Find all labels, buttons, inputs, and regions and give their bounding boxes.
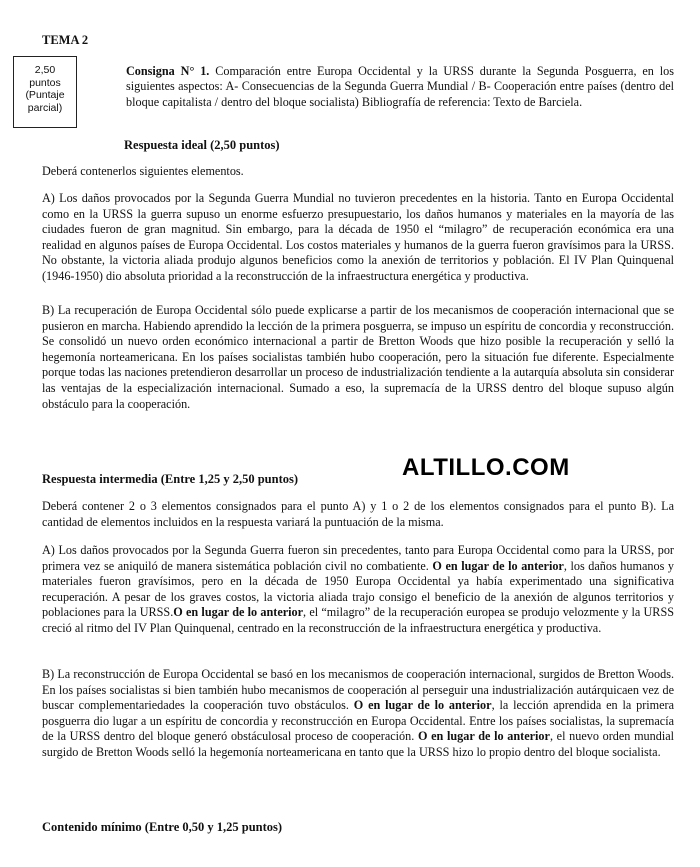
tema-heading: TEMA 2 <box>42 33 89 47</box>
alternative-marker: O en lugar de lo anterior <box>417 729 550 744</box>
intermediate-paragraph-b <box>42 667 674 761</box>
text-segment: A) Los daños provocados por la Segunda Guerra fueron sin precedentes, tanto para Europa Occidental como para la URSS, por primera vez se aniquiló de manera sistemática población civil no combatiente. <box>42 543 674 573</box>
alternative-marker: O en lugar de lo anterior <box>173 605 304 620</box>
consigna-label: Consigna N° 1. <box>126 64 210 78</box>
watermark-logo: ALTILLO.COM <box>402 454 570 481</box>
ideal-answer-title: Respuesta ideal (2,50 puntos) <box>124 138 280 152</box>
ideal-paragraph-a: A) Los daños provocados por la Segunda Guerra Mundial no tuvieron precedentes en la historia. Tanto en Europa Occidental como en la URSS la guerra supuso un enorme esfuerzo presupuestario, los daños humanos y materiales en la mayoría de las ciudades fueron de gran magnitud. Sin embargo, para la década de 1950 el “milagro” de recuperación económica era una realidad en algunos países de Europa Occidental. Los costos materiales y humanos de la guerra fueron gravísimos para la URSS. No obstante, la victoria aliada produjo algunos beneficios como la anexión de territorios y población. El IV Plan Quinquenal (1946-1950) dio absoluta prioridad a la reconstrucción de la infraestructura energética y productiva. <box>42 191 674 283</box>
score-note-1: (Puntaje <box>25 89 65 101</box>
text-segment: , los daños humanos y materiales fueron gravísimos, pero en la década de 1950 Europa Occidental ya había experimentado una significativa recuperación. A pesar de los graves costos, la victoria aliada trajo consigo el beneficio de la anexión de algunos territorios y poblaciones para la URSS. <box>42 558 674 620</box>
score-note-2: parcial) <box>27 101 63 114</box>
text-segment: , el nuevo orden mundial surgido de Bretton Woods selló la hegemonía norteamericana en tanto que la URSS hizo lo propio dentro del bloque socialista. <box>42 729 675 759</box>
text-segment: , la lección aprendida en la primera posguerra dio lugar a un espíritu de concordia y reconstrucción en Europa Occidental. Entre los países socialistas, la supremacía de la URSS dentro del bloque generó obstáculosal proceso de cooperación. <box>42 698 675 744</box>
intermediate-paragraph-a <box>42 543 674 637</box>
ideal-intro: Deberá contenerlos siguientes elementos. <box>42 164 244 178</box>
text-segment: , el “milagro” de la recuperación europea se produjo velozmente y la URSS creció al ritmo del IV Plan Quinquenal, centrado en la reconstrucción de la infraestructura energética y productiva. <box>42 605 674 635</box>
alternative-marker: O en lugar de lo anterior <box>432 558 564 573</box>
intermediate-answer-title: Respuesta intermedia (Entre 1,25 y 2,50 puntos) <box>42 472 299 486</box>
score-value: 2,50 <box>34 64 56 76</box>
intermediate-intro: Deberá contener 2 o 3 elementos consignados para el punto A) y 1 o 2 de los elementos consignados para el punto B). La cantidad de elementos incluidos en la respuesta variará la puntuación de la misma. <box>42 499 674 529</box>
minimum-content-title: Contenido mínimo (Entre 0,50 y 1,25 puntos) <box>42 820 283 834</box>
score-box <box>13 56 77 128</box>
ideal-paragraph-b: B) La recuperación de Europa Occidental sólo puede explicarse a partir de los mecanismos de cooperación internacional que se pusieron en marcha. Habiendo aprendido la lección de la primera posguerra, se impuso un espíritu de concordia y reconstrucción. Se consolidó un nuevo orden económico internacional a partir de Bretton Woods que hizo posible la recuperación y selló la hegemonía norteamericana. En los países socialistas también hubo cooperación, pero la situación fue diferente. Especialmente porque todas las naciones pretendieron desarrollar un proceso de industrialización tendiente a la autarquía absoluta sin considerar las ventajas de la especialización internacional. Sumado a eso, la supremacía de la URSS dentro del bloque supuso algún obstáculo para la cooperación. <box>42 303 674 411</box>
consigna-paragraph <box>126 64 674 110</box>
consigna-text: Comparación entre Europa Occidental y la URSS durante la Segunda Posguerra, en los siguientes aspectos: A- Consecuencias de la Segunda Guerra Mundial / B- Cooperación entre países (dentro del bloque capitalista / dentro del bloque socialista) Bibliografía de referencia: Texto de Barciela. <box>126 64 674 109</box>
score-unit: puntos <box>29 76 61 89</box>
alternative-marker: O en lugar de lo anterior <box>353 698 492 713</box>
text-segment: B) La reconstrucción de Europa Occidental se basó en los mecanismos de cooperación internacional, surgidos de Bretton Woods. En los países socialistas si bien también hubo mecanismos de cooperación al perseguir una industrialización autárquicaen vez de buscar complementariedades la cooperación tuvo obstáculos. <box>42 667 674 713</box>
